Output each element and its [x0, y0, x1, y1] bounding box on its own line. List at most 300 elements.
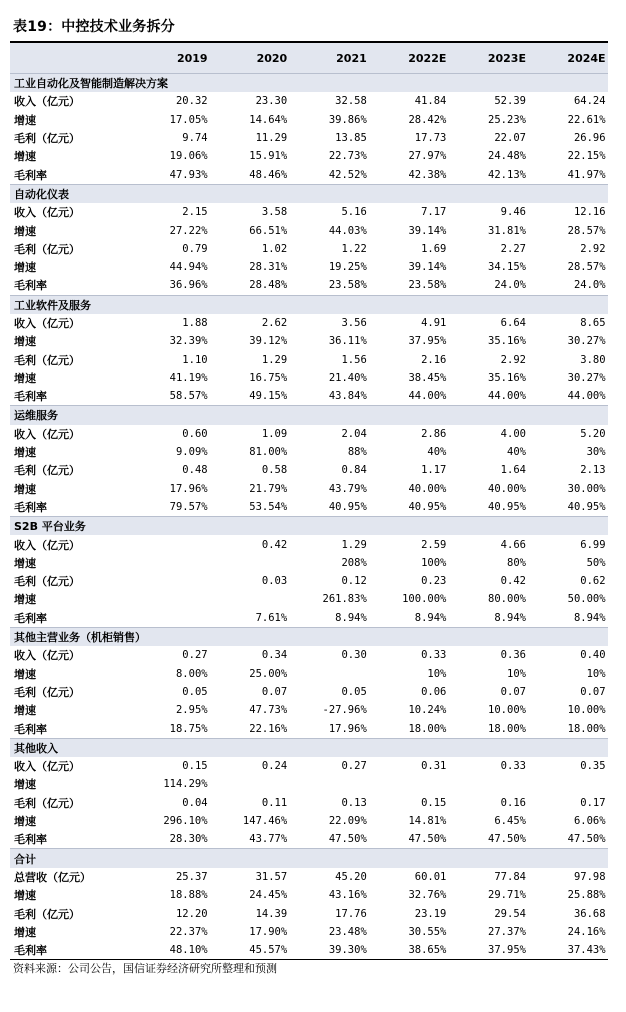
value-cell: 37.95% [408, 335, 447, 348]
value-cell: 47.93% [169, 168, 208, 181]
value-cell: 261.83% [322, 593, 367, 606]
value-cell: 296.10% [163, 815, 208, 828]
value-cell: 43.77% [249, 833, 288, 846]
value-cell: 43.79% [328, 482, 367, 495]
value-cell: 2.27 [500, 242, 526, 255]
section-header-row [10, 627, 608, 646]
value-cell: 44.00% [488, 390, 526, 403]
value-cell: 43.84% [328, 390, 367, 403]
value-cell: 29.54 [494, 907, 526, 920]
row-label: 增速 [14, 482, 36, 496]
value-cell: 1.22 [341, 242, 367, 255]
value-cell: 8.94% [414, 611, 447, 624]
value-cell: 9.09% [175, 446, 208, 459]
value-cell: 49.15% [249, 390, 288, 403]
value-cell: 80.00% [488, 593, 526, 606]
table-header-row [10, 43, 608, 73]
value-cell: 14.64% [249, 113, 288, 126]
value-cell: 23.30 [255, 95, 288, 108]
table-row [10, 425, 608, 443]
value-cell: 40.95% [408, 500, 447, 513]
value-cell: 25.37 [175, 870, 208, 883]
value-cell: 4.91 [421, 317, 447, 329]
table-row [10, 350, 608, 368]
value-cell: 0.34 [261, 649, 288, 662]
value-cell: 2.04 [341, 427, 367, 440]
row-label: 毛利（亿元） [14, 132, 80, 146]
table-row [10, 240, 608, 258]
value-cell: 77.84 [494, 870, 526, 883]
value-cell: 3.56 [341, 317, 367, 329]
value-cell: 0.23 [421, 575, 447, 588]
value-cell: 8.00% [175, 667, 208, 680]
value-cell: 30.27% [567, 371, 606, 384]
value-cell: 18.75% [169, 722, 208, 735]
row-label: 毛利（亿元） [14, 685, 80, 699]
value-cell: 1.02 [261, 242, 288, 255]
value-cell: 1.29 [261, 353, 288, 366]
value-cell: 79.57% [169, 500, 208, 513]
value-cell: 5.20 [580, 427, 606, 440]
value-cell: 30.27% [567, 335, 606, 348]
value-cell: 21.40% [328, 371, 367, 384]
value-cell: 24.0% [494, 279, 526, 292]
value-cell: 35.16% [488, 371, 526, 384]
section-header-row [10, 184, 608, 203]
value-cell: 7.61% [255, 611, 288, 624]
table-row [10, 203, 608, 221]
value-cell: 0.40 [580, 649, 606, 662]
table-row [10, 554, 608, 572]
value-cell: 25.88% [567, 889, 606, 902]
value-cell: 208% [341, 556, 367, 569]
value-cell: 24.0% [573, 279, 606, 292]
row-label: 毛利（亿元） [14, 242, 80, 256]
table-row [10, 683, 608, 701]
row-label: 毛利率 [14, 944, 47, 958]
value-cell: 0.05 [341, 685, 367, 698]
value-cell: 0.79 [182, 242, 208, 255]
value-cell: 14.81% [408, 815, 447, 828]
value-cell: 50.00% [567, 593, 606, 606]
row-label: 增速 [14, 778, 36, 792]
value-cell: -27.96% [322, 704, 367, 717]
value-cell: 88% [347, 446, 367, 459]
value-cell: 25.23% [488, 113, 526, 126]
value-cell: 0.16 [500, 796, 526, 809]
value-cell: 81.00% [249, 446, 288, 459]
value-cell: 7.17 [421, 206, 447, 219]
value-cell: 2.16 [421, 353, 447, 366]
value-cell: 48.10% [169, 944, 208, 957]
table-row [10, 572, 608, 590]
value-cell: 42.38% [408, 168, 447, 181]
table-row [10, 258, 608, 276]
row-label: 毛利（亿元） [14, 796, 80, 810]
table-row [10, 480, 608, 498]
row-label: 增速 [14, 889, 36, 903]
row-label: 毛利率 [14, 722, 47, 736]
value-cell: 1.29 [341, 538, 367, 551]
value-cell: 11.29 [255, 132, 288, 145]
value-cell: 27.97% [408, 150, 447, 163]
row-label: 增速 [14, 150, 36, 164]
row-label: 毛利率 [14, 833, 47, 847]
value-cell: 10% [427, 667, 447, 680]
value-cell: 28.57% [567, 224, 606, 237]
value-cell: 100% [421, 556, 447, 569]
header-year-2024e: 2024E [567, 51, 606, 65]
value-cell: 47.73% [249, 704, 288, 717]
value-cell: 0.04 [182, 796, 208, 809]
row-label: 收入（亿元） [14, 760, 80, 774]
row-label: 增速 [14, 556, 36, 570]
value-cell: 38.45% [408, 371, 447, 384]
value-cell: 17.76 [335, 907, 367, 920]
value-cell: 13.85 [335, 132, 367, 145]
value-cell: 47.50% [328, 833, 367, 846]
value-cell: 0.48 [182, 464, 208, 477]
value-cell: 8.94% [494, 611, 526, 624]
value-cell: 45.20 [335, 870, 367, 883]
value-cell: 2.62 [261, 317, 288, 329]
value-cell: 20.32 [175, 95, 208, 108]
table-row [10, 775, 608, 793]
value-cell: 17.05% [169, 113, 208, 126]
row-label: 收入（亿元） [14, 206, 80, 220]
table-row [10, 535, 608, 553]
value-cell: 18.88% [169, 889, 208, 902]
value-cell: 0.07 [500, 685, 526, 698]
value-cell: 39.12% [249, 335, 288, 348]
value-cell: 24.45% [249, 889, 288, 902]
value-cell: 47.50% [488, 833, 526, 846]
header-year-2019: 2019 [176, 51, 208, 65]
value-cell: 4.00 [500, 427, 526, 440]
table-row [10, 92, 608, 110]
value-cell: 0.06 [421, 685, 447, 698]
value-cell: 1.17 [421, 464, 447, 477]
section-title: 运维服务 [14, 409, 58, 423]
section-header-row [10, 73, 608, 92]
value-cell: 8.65 [580, 317, 606, 329]
value-cell: 22.73% [328, 150, 367, 163]
value-cell: 28.48% [249, 279, 288, 292]
business-breakdown-table [10, 41, 608, 960]
value-cell: 24.48% [488, 150, 526, 163]
section-title: 自动化仪表 [14, 187, 69, 201]
row-label: 毛利（亿元） [14, 353, 80, 367]
value-cell: 0.27 [341, 760, 367, 773]
value-cell: 0.13 [341, 796, 367, 809]
value-cell: 22.16% [249, 722, 288, 735]
table-row [10, 590, 608, 608]
value-cell: 41.97% [567, 168, 606, 181]
value-cell: 50% [586, 556, 606, 569]
value-cell: 12.20 [175, 907, 208, 920]
value-cell: 28.31% [249, 261, 288, 274]
value-cell: 23.58% [328, 279, 367, 292]
section-title: 其他收入 [14, 741, 58, 755]
value-cell: 40% [507, 446, 526, 459]
value-cell: 30.00% [567, 482, 606, 495]
value-cell: 0.36 [500, 649, 526, 662]
value-cell: 36.68 [573, 907, 606, 920]
value-cell: 23.48% [328, 925, 367, 938]
row-label: 增速 [14, 925, 36, 939]
row-label: 毛利率 [14, 500, 47, 514]
value-cell: 3.58 [261, 206, 288, 219]
row-label: 增速 [14, 815, 36, 829]
row-label: 毛利（亿元） [14, 464, 80, 478]
table-row [10, 498, 608, 516]
row-label: 增速 [14, 261, 36, 275]
value-cell: 32.39% [169, 335, 208, 348]
section-header-row [10, 405, 608, 424]
value-cell: 10.00% [567, 704, 606, 717]
row-label: 总营收（亿元） [14, 870, 91, 884]
value-cell: 0.33 [421, 649, 447, 662]
value-cell: 0.60 [182, 427, 208, 440]
value-cell: 2.92 [580, 242, 606, 255]
header-year-2020: 2020 [256, 51, 288, 65]
value-cell: 39.30% [328, 944, 367, 957]
row-label: 毛利（亿元） [14, 575, 80, 589]
value-cell: 6.64 [500, 317, 526, 329]
table-row [10, 609, 608, 627]
table-row [10, 923, 608, 941]
section-title: 合计 [14, 852, 36, 866]
value-cell: 6.45% [494, 815, 526, 828]
row-label: 毛利率 [14, 279, 47, 293]
table-row [10, 387, 608, 405]
value-cell: 6.06% [573, 815, 606, 828]
value-cell: 16.75% [249, 371, 288, 384]
value-cell: 44.94% [169, 261, 208, 274]
row-label: 增速 [14, 667, 36, 681]
value-cell: 97.98 [573, 870, 606, 883]
table-row [10, 165, 608, 183]
row-label: 增速 [14, 593, 36, 607]
value-cell: 44.00% [408, 390, 447, 403]
value-cell: 2.95% [175, 704, 208, 717]
value-cell: 30% [586, 446, 606, 459]
value-cell: 22.61% [567, 113, 606, 126]
value-cell: 10% [586, 667, 606, 680]
value-cell: 1.56 [341, 353, 367, 366]
table-row [10, 812, 608, 830]
value-cell: 2.15 [182, 206, 208, 219]
value-cell: 3.80 [580, 353, 606, 366]
value-cell: 0.05 [182, 685, 208, 698]
value-cell: 39.14% [408, 224, 447, 237]
value-cell: 6.99 [580, 538, 606, 551]
value-cell: 0.24 [261, 760, 288, 773]
value-cell: 24.16% [567, 925, 606, 938]
value-cell: 0.84 [341, 464, 367, 477]
value-cell: 31.81% [488, 224, 526, 237]
value-cell: 1.10 [182, 353, 208, 366]
value-cell: 40.95% [328, 500, 367, 513]
section-title: 其他主营业务（机柜销售） [14, 631, 146, 645]
table-row [10, 757, 608, 775]
value-cell: 8.94% [335, 611, 367, 624]
row-label: 增速 [14, 335, 36, 349]
value-cell: 2.92 [500, 353, 526, 366]
value-cell: 18.00% [567, 722, 606, 735]
table-row [10, 147, 608, 165]
header-year-2023e: 2023E [487, 51, 526, 65]
value-cell: 0.35 [580, 760, 606, 773]
source-note: 资料来源：公司公告，国信证券经济研究所整理和预测 [13, 962, 277, 975]
value-cell: 1.69 [421, 242, 447, 255]
value-cell: 47.50% [567, 833, 606, 846]
value-cell: 2.86 [421, 427, 447, 440]
table-row [10, 941, 608, 959]
row-label: 毛利率 [14, 611, 47, 625]
value-cell: 0.30 [341, 649, 367, 662]
value-cell: 80% [507, 556, 526, 569]
section-title: S2B 平台业务 [14, 520, 86, 534]
table-caption: 表19：中控技术业务拆分 [13, 19, 175, 35]
section-header-row [10, 516, 608, 535]
value-cell: 22.15% [567, 150, 606, 163]
value-cell: 17.90% [249, 925, 288, 938]
table-row [10, 332, 608, 350]
section-header-row [10, 738, 608, 757]
value-cell: 10% [507, 667, 526, 680]
value-cell: 22.09% [328, 815, 367, 828]
value-cell: 0.11 [261, 796, 288, 809]
row-label: 增速 [14, 113, 36, 127]
value-cell: 10.00% [488, 704, 526, 717]
table-row [10, 461, 608, 479]
value-cell: 58.57% [169, 390, 208, 403]
section-title: 工业自动化及智能制造解决方案 [14, 77, 168, 91]
table-row [10, 701, 608, 719]
value-cell: 40.00% [408, 482, 447, 495]
value-cell: 29.71% [488, 889, 526, 902]
value-cell: 18.00% [488, 722, 526, 735]
value-cell: 30.55% [408, 925, 447, 938]
table-body [10, 73, 608, 959]
row-label: 收入（亿元） [14, 538, 80, 552]
value-cell: 0.12 [341, 575, 367, 588]
value-cell: 27.22% [169, 224, 208, 237]
table-row [10, 886, 608, 904]
value-cell: 0.15 [182, 760, 208, 773]
value-cell: 45.57% [249, 944, 288, 957]
value-cell: 35.16% [488, 335, 526, 348]
header-year-2021: 2021 [336, 51, 367, 65]
value-cell: 41.84 [414, 95, 447, 108]
value-cell: 10.24% [408, 704, 447, 717]
table-row [10, 665, 608, 683]
value-cell: 25.00% [249, 667, 288, 680]
value-cell: 52.39 [494, 95, 526, 108]
header-year-2022e: 2022E [408, 51, 447, 65]
value-cell: 39.86% [328, 113, 367, 126]
table-row [10, 830, 608, 848]
value-cell: 12.16 [573, 206, 606, 219]
value-cell: 1.64 [500, 464, 526, 477]
value-cell: 40.95% [567, 500, 606, 513]
value-cell: 15.91% [249, 150, 288, 163]
table-row [10, 646, 608, 664]
value-cell: 37.43% [567, 944, 606, 957]
value-cell: 44.03% [328, 224, 367, 237]
value-cell: 37.95% [488, 944, 526, 957]
value-cell: 40.00% [488, 482, 526, 495]
value-cell: 48.46% [249, 168, 288, 181]
value-cell: 2.13 [580, 464, 606, 477]
value-cell: 41.19% [169, 371, 208, 384]
table-row [10, 111, 608, 129]
value-cell: 36.11% [328, 335, 367, 348]
row-label: 增速 [14, 224, 36, 238]
value-cell: 0.27 [182, 649, 208, 662]
value-cell: 47.50% [408, 833, 447, 846]
row-label: 收入（亿元） [14, 317, 80, 330]
table-row [10, 369, 608, 387]
table-row [10, 904, 608, 922]
value-cell: 0.62 [580, 575, 606, 588]
value-cell: 0.58 [261, 464, 288, 477]
value-cell: 0.42 [500, 575, 526, 588]
value-cell: 17.73 [414, 132, 447, 145]
table-row [10, 221, 608, 239]
value-cell: 28.57% [567, 261, 606, 274]
row-label: 收入（亿元） [14, 95, 80, 109]
value-cell: 40% [427, 446, 447, 459]
value-cell: 53.54% [249, 500, 288, 513]
table-row [10, 794, 608, 812]
row-label: 毛利（亿元） [14, 907, 80, 921]
value-cell: 0.07 [261, 685, 288, 698]
value-cell: 0.33 [500, 760, 526, 773]
value-cell: 42.52% [328, 168, 367, 181]
value-cell: 114.29% [163, 778, 208, 791]
value-cell: 28.42% [408, 113, 447, 126]
value-cell: 43.16% [328, 889, 367, 902]
row-label: 毛利率 [14, 390, 47, 404]
value-cell: 147.46% [242, 815, 288, 828]
value-cell: 32.76% [408, 889, 447, 902]
table-row [10, 314, 608, 332]
value-cell: 0.42 [261, 538, 288, 551]
value-cell: 31.57 [255, 870, 288, 883]
value-cell: 34.15% [488, 261, 526, 274]
table-row [10, 276, 608, 294]
value-cell: 14.39 [255, 907, 288, 920]
section-header-row [10, 295, 608, 314]
row-label: 增速 [14, 704, 36, 718]
value-cell: 8.94% [573, 611, 606, 624]
row-label: 收入（亿元） [14, 649, 80, 663]
value-cell: 32.58 [335, 95, 367, 108]
value-cell: 21.79% [249, 482, 288, 495]
value-cell: 44.00% [567, 390, 606, 403]
value-cell: 1.09 [261, 427, 288, 440]
value-cell: 27.37% [488, 925, 526, 938]
table-row [10, 868, 608, 886]
value-cell: 23.19 [414, 907, 447, 920]
value-cell: 17.96% [328, 722, 367, 735]
value-cell: 2.59 [421, 538, 447, 551]
value-cell: 9.46 [500, 206, 526, 219]
value-cell: 40.95% [488, 500, 526, 513]
value-cell: 17.96% [169, 482, 208, 495]
